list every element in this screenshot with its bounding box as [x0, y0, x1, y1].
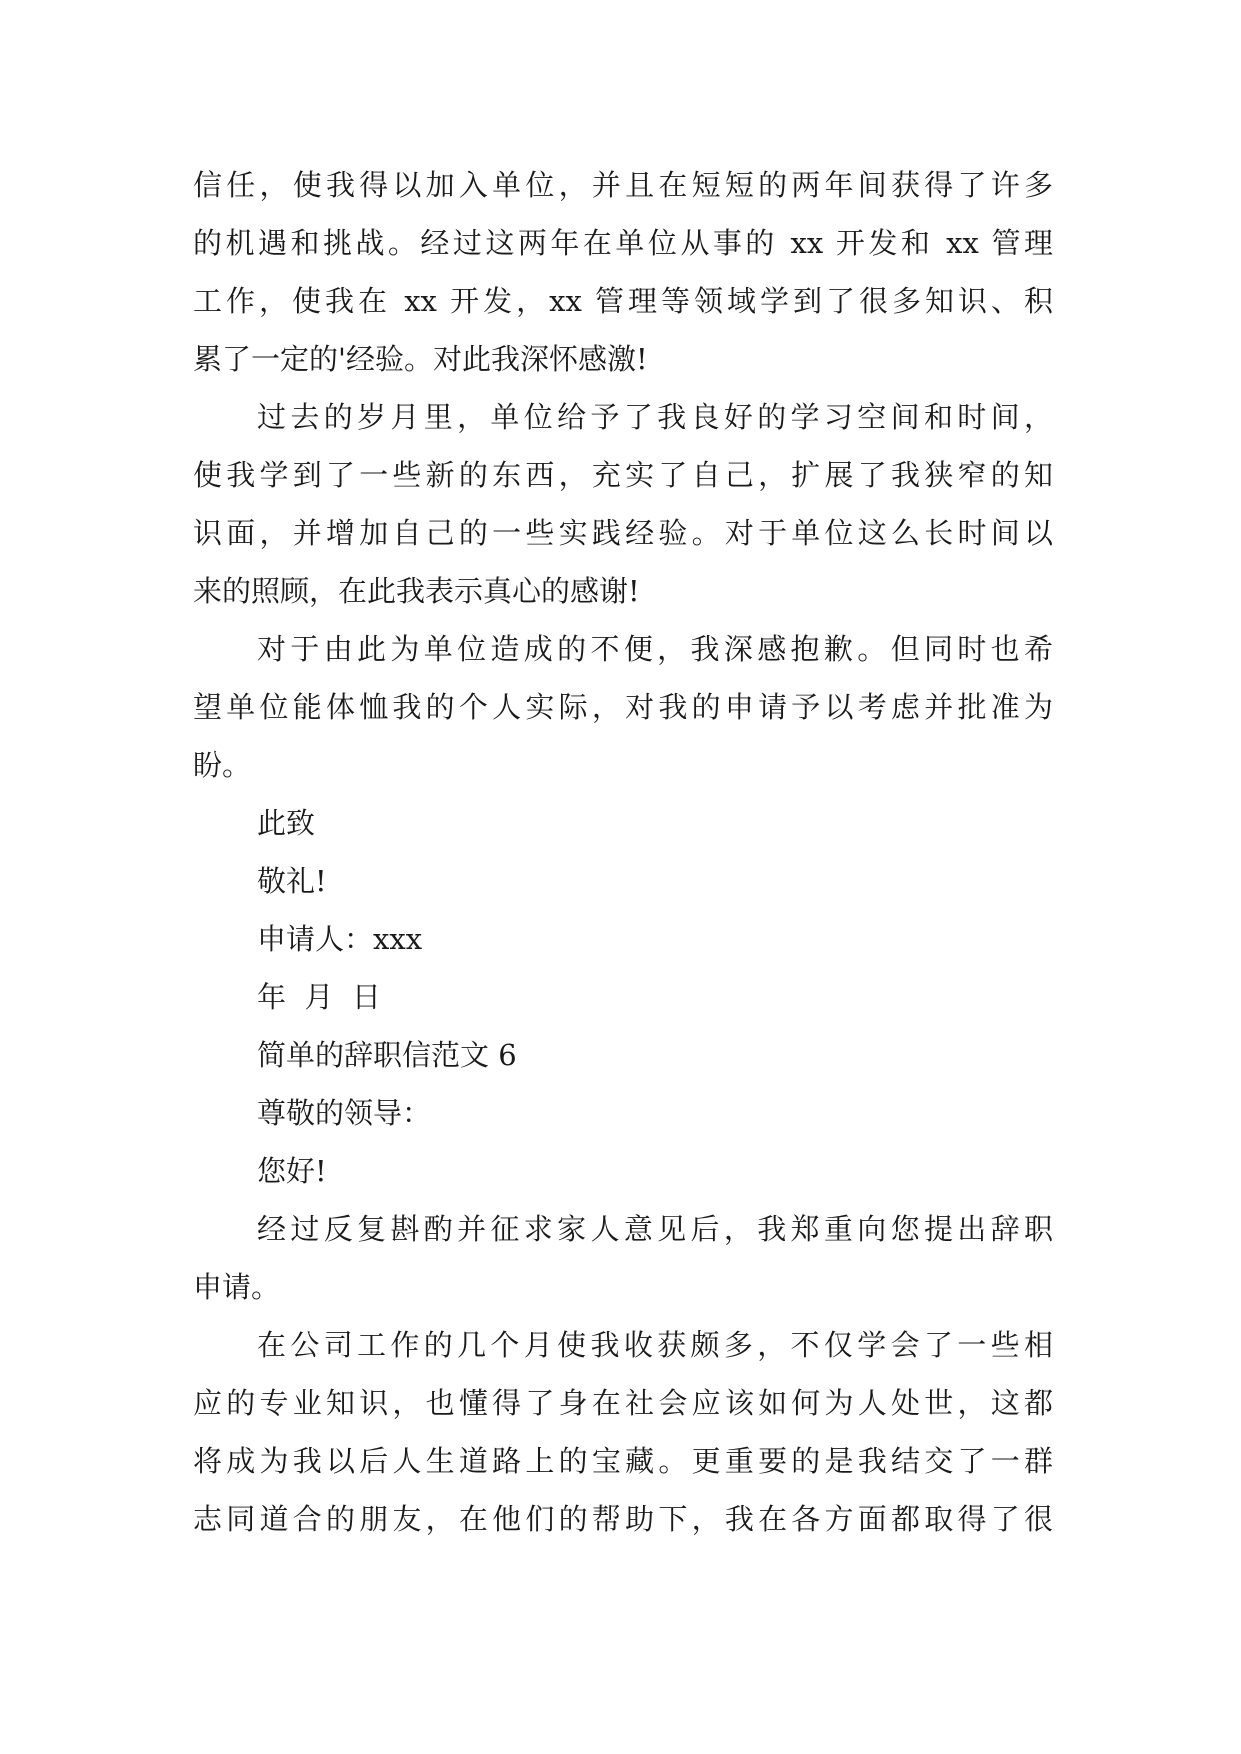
applicant-line: 申请人：xxx: [257, 922, 423, 956]
text-line: 对于由此为单位造成的不便，我深感抱歉。但同时也希: [257, 632, 1053, 666]
document-body: [193, 156, 1053, 1548]
paragraph-past-years: [193, 388, 1053, 620]
text-line: 工作，使我在 xx 开发，xx 管理等领域学到了很多知识、积: [193, 284, 1053, 318]
paragraph-company-experience: [193, 1316, 1053, 1548]
addressee-line: 尊敬的领导：: [257, 1096, 432, 1130]
paragraph-gratitude: [193, 156, 1053, 388]
closing-line: 此致: [257, 806, 316, 840]
paragraph-apology: [193, 620, 1053, 794]
text-line: 过去的岁月里，单位给予了我良好的学习空间和时间，: [257, 400, 1053, 434]
section-heading: 简单的辞职信范文 6: [257, 1038, 517, 1072]
text-line: 使我学到了一些新的东西，充实了自己，扩展了我狭窄的知: [193, 458, 1053, 492]
text-line: 在公司工作的几个月使我收获颇多，不仅学会了一些相: [257, 1328, 1053, 1362]
date-line: 年 月 日: [257, 980, 381, 1014]
text-line: 的机遇和挑战。经过这两年在单位从事的 xx 开发和 xx 管理: [193, 226, 1053, 260]
text-line: 志同道合的朋友，在他们的帮助下，我在各方面都取得了很: [193, 1502, 1053, 1536]
text-line: 望单位能体恤我的个人实际，对我的申请予以考虑并批准为: [193, 690, 1053, 724]
text-line: 累了一定的'经验。对此我深怀感激!: [193, 342, 648, 376]
text-line: 经过反复斟酌并征求家人意见后，我郑重向您提出辞职: [257, 1212, 1053, 1246]
text-line: 盼。: [193, 748, 252, 782]
text-line: 来的照顾，在此我表示真心的感谢!: [193, 574, 640, 608]
salute-line: 敬礼!: [257, 864, 327, 898]
greeting-line: 您好!: [257, 1154, 327, 1188]
text-line: 将成为我以后人生道路上的宝藏。更重要的是我结交了一群: [193, 1444, 1053, 1478]
text-line: 申请。: [193, 1270, 281, 1304]
paragraph-resignation-request: [193, 1200, 1053, 1316]
text-line: 信任，使我得以加入单位，并且在短短的两年间获得了许多: [193, 168, 1053, 202]
text-line: 识面，并增加自己的一些实践经验。对于单位这么长时间以: [193, 516, 1053, 550]
text-line: 应的专业知识，也懂得了身在社会应该如何为人处世，这都: [193, 1386, 1053, 1420]
